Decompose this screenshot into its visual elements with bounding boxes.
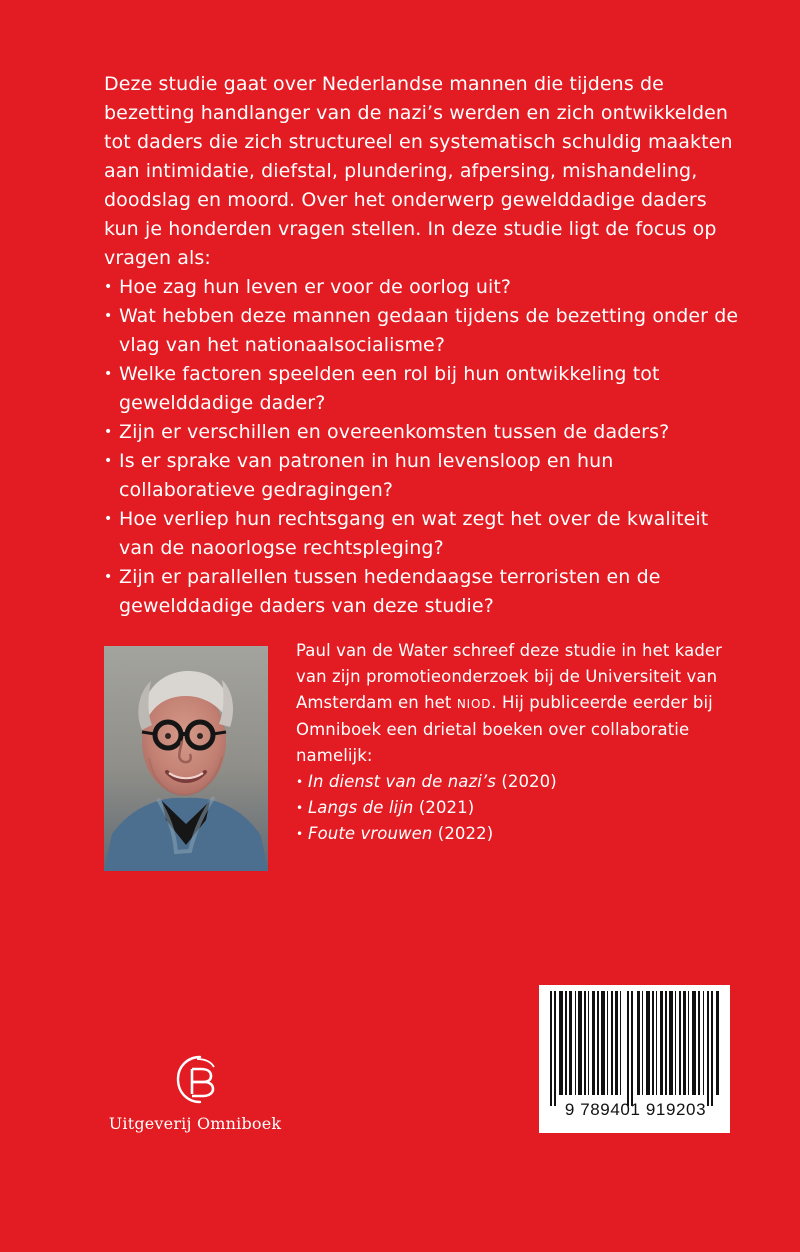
previous-books-list [296, 769, 756, 847]
book-year: (2022) [437, 824, 494, 843]
book-title: In dienst van de nazi’s [308, 772, 496, 791]
author-bio-previous-books: Hij publiceerde eerder bij Omniboek een drietal boeken over collaboratie namelijk: [296, 693, 713, 765]
author-bio-block [296, 638, 756, 847]
question-item: • Hoe verliep hun rechtsgang en wat zegt het over de kwaliteit van de naoorlogse rechtspleging? [104, 505, 744, 563]
book-title: Langs de lijn [308, 798, 414, 817]
isbn-number: 9 789401 919203 [564, 1100, 707, 1119]
institution-abbreviation: NIOD [456, 697, 492, 711]
book-year: (2021) [418, 798, 475, 817]
question-item: • Zijn er verschillen en overeenkomsten tussen de daders? [104, 418, 744, 447]
omniboek-logo-icon [169, 1052, 221, 1108]
publisher-logo-block [104, 1052, 286, 1142]
previous-book-item [296, 795, 756, 821]
author-portrait-icon [104, 646, 268, 871]
book-year: (2020) [501, 772, 557, 791]
question-item: • Zijn er parallellen tussen hedendaagse terroristen en de gewelddadige daders van deze studie? [104, 563, 744, 621]
question-list [104, 273, 744, 621]
author-bio-intro: Paul van de Water schreef deze studie in het kader van zijn promotieonderzoek bij de Universiteit van Amsterdam en het [296, 641, 723, 712]
author-bio-period: . [491, 693, 497, 712]
previous-book-item [296, 821, 756, 847]
question-item: • Is er sprake van patronen in hun levensloop en hun collaboratieve gedragingen? [104, 447, 744, 505]
question-item: • Welke factoren speelden een rol bij hun ontwikkeling tot gewelddadige dader? [104, 360, 744, 418]
isbn-barcode [539, 985, 730, 1133]
question-item: • Wat hebben deze mannen gedaan tijdens de bezetting onder de vlag van het nationaalsocialisme? [104, 302, 744, 360]
previous-book-item [296, 769, 756, 795]
intro-paragraph: Deze studie gaat over Nederlandse mannen die tijdens de bezetting handlanger van de nazi’s werden en zich ontwikkelden tot daders die zich structureel en systematisch schuldig maakten aan intimidatie, diefstal, plundering, afpersing, mishandeling, doodslag en moord. Over het onderwerp gewelddadige daders kun je honderden vragen stellen. In deze studie ligt de focus op vragen als: [104, 73, 733, 269]
book-title: Foute vrouwen [308, 824, 433, 843]
intro-text-block [104, 70, 744, 621]
author-bio-paragraph [296, 638, 756, 769]
barcode-icon [548, 991, 721, 1106]
author-portrait [104, 646, 268, 871]
question-item: • Hoe zag hun leven er voor de oorlog uit? [104, 273, 744, 302]
publisher-name: Uitgeverij Omniboek [108, 1114, 282, 1133]
